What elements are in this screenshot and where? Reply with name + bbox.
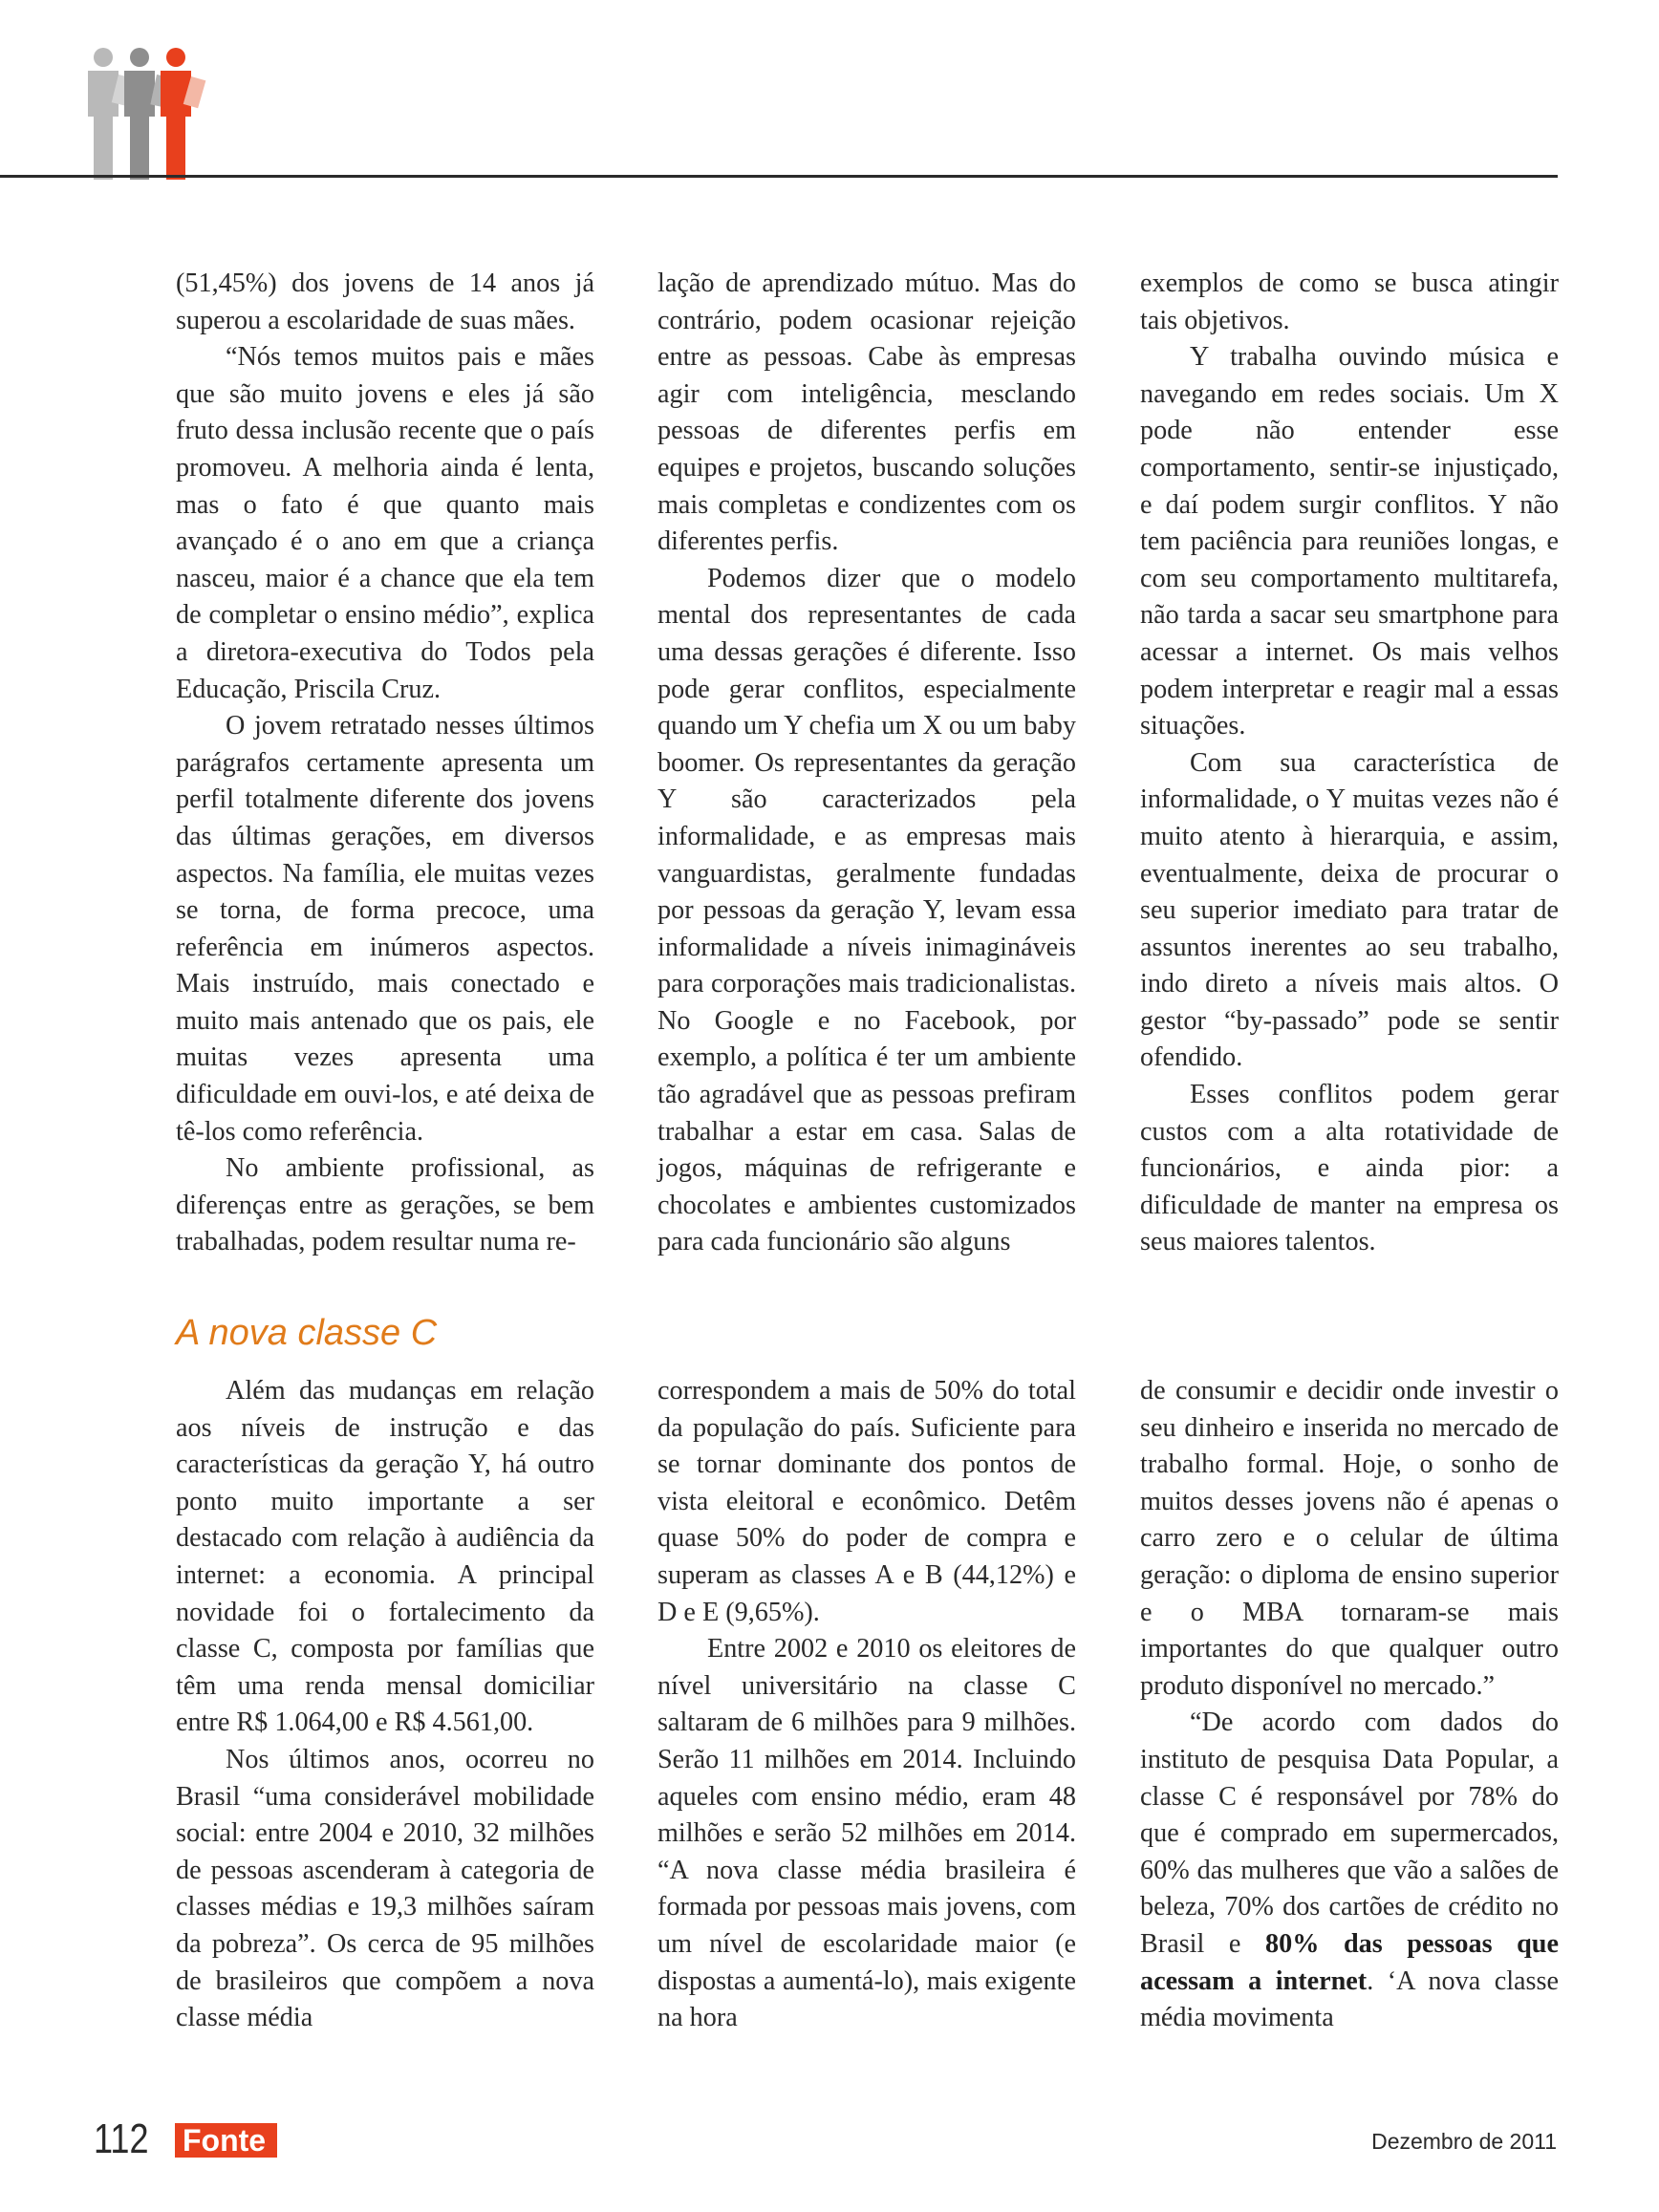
paragraph: lação de aprendizado mútuo. Mas do contrário, podem ocasionar rejeição entre as pessoas. Cabe às empresas agir com inteligência, mesclando pessoas de diferentes perfis em equipes e projetos, buscando soluções mais completas e condizentes com os diferentes perfis. <box>657 268 1076 557</box>
section-column-2 <box>657 1373 1076 2037</box>
section-column-3 <box>1140 1373 1559 2037</box>
article-column-3 <box>1140 266 1559 1261</box>
section-heading: A nova classe C <box>176 1313 438 1353</box>
paragraph: Podemos dizer que o modelo mental dos representantes de cada uma dessas gerações é diferente. Isso pode gerar conflitos, especialmente quando um Y chefia um X ou um baby boomer. Os representantes da geração Y são caracterizados pela informalidade, e as empresas mais vanguardistas, geralmente fundadas por pessoas da geração Y, levam essa informalidade a níveis inimagináveis para corporações mais tradicionalistas. No Google e no Facebook, por exemplo, a política é ter um ambiente tão agradável que as pessoas prefiram trabalhar a estar em casa. Salas de jogos, máquinas de refrigerante e chocolates e ambientes customizados para cada funcionário são alguns <box>657 563 1076 1257</box>
paragraph: Além das mudanças em relação aos níveis de instrução e das características da geração Y, há outro ponto muito importante a ser destacado com relação à audiência da internet: a economia. A principal novidade foi o fortalecimento da classe C, composta por famílias que têm uma renda mensal domiciliar entre R$ 1.064,00 e R$ 4.561,00. <box>176 1376 594 1738</box>
page-number: 112 <box>94 2115 149 2162</box>
paragraph-text: “De acordo com dados do instituto de pesquisa Data Popular, a classe C é responsável por 78% do que é comprado em supermercados, 60% das mulheres que vão a salões de beleza, 70% dos cartões de crédito no Brasil e <box>1140 1707 1559 1959</box>
paragraph: exemplos de como se busca atingir tais objetivos. <box>1140 268 1559 335</box>
paragraph: de consumir e decidir onde investir o seu dinheiro e inserida no mercado de trabalho formal. Hoje, o sonho de muitos desses jovens não é apenas o carro zero e o celular de última geração: o diploma de ensino superior e o MBA tornaram-se mais importantes do que qualquer outro produto disponível no mercado.” <box>1140 1376 1559 1701</box>
paragraph: Esses conflitos podem gerar custos com a alta rotatividade de funcionários, e ainda pior: a dificuldade de manter na empresa os seus maiores talentos. <box>1140 1080 1559 1257</box>
paragraph: (51,45%) dos jovens de 14 anos já superou a escolaridade de suas mães. <box>176 268 594 335</box>
paragraph <box>1140 1705 1559 2036</box>
paragraph-text: . ‘A nova classe média movimenta <box>1140 1965 1559 2033</box>
paragraph: Y trabalha ouvindo música e navegando em redes sociais. Um X pode não entender esse comportamento, sentir-se injustiçado, e daí podem surgir conflitos. Y não tem paciência para reuniões longas, e com seu comportamento multitarefa, não tarda a sacar seu smartphone para acessar a internet. Os mais velhos podem interpretar e reagir mal a essas situações. <box>1140 342 1559 741</box>
paragraph: No ambiente profissional, as diferenças entre as gerações, se bem trabalhadas, podem resultar numa re- <box>176 1153 594 1257</box>
article-column-2 <box>657 266 1076 1261</box>
paragraph: Nos últimos anos, ocorreu no Brasil “uma considerável mobilidade social: entre 2004 e 2010, 32 milhões de pessoas ascenderam à categoria de classes médias e 19,3 milhões saíram da pobreza”. Os cerca de 95 milhões de brasileiros que compõem a nova classe média <box>176 1744 594 2033</box>
people-group-icon <box>76 46 220 180</box>
paragraph: correspondem a mais de 50% do total da população do país. Suficiente para se tornar dominante dos pontos de vista eleitoral e econômico. Detêm quase 50% do poder de compra e superam as classes A e B (44,12%) e D e E (9,65%). <box>657 1376 1076 1627</box>
issue-date: Dezembro de 2011 <box>1371 2129 1557 2154</box>
highlighted-statistic: 80% das pessoas que acessam a internet <box>1140 1928 1559 1996</box>
section-column-1 <box>176 1373 594 2037</box>
magazine-logo: Fonte <box>175 2123 277 2158</box>
article-column-1 <box>176 266 594 1261</box>
paragraph: Entre 2002 e 2010 os eleitores de nível universitário na classe C saltaram de 6 milhões para 9 milhões. Serão 11 milhões em 2014. Incluindo aqueles com ensino médio, eram 48 milhões e serão 52 milhões em 2014. “A nova classe média brasileira é formada por pessoas mais jovens, com um nível de escolaridade maior (e dispostas a aumentá-lo), mais exigente na hora <box>657 1634 1076 2033</box>
paragraph: “Nós temos muitos pais e mães que são muito jovens e eles já são fruto dessa inclusão recente que o país promoveu. A melhoria ainda é lenta, mas o fato é que quanto mais avançado é o ano em que a criança nasceu, maior é a chance que ela tem de completar o ensino médio”, explica a diretora-executiva do Todos pela Educação, Priscila Cruz. <box>176 342 594 704</box>
paragraph: Com sua característica de informalidade, o Y muitas vezes não é muito atento à hierarquia, e assim, eventualmente, deixa de procurar o seu superior imediato para tratar de assuntos inerentes ao seu trabalho, indo direto a níveis mais altos. O gestor “by-passado” pode se sentir ofendido. <box>1140 747 1559 1073</box>
paragraph: O jovem retratado nesses últimos parágrafos certamente apresenta um perfil totalmente diferente dos jovens das últimas gerações, em diversos aspectos. Na família, ele muitas vezes se torna, de forma precoce, uma referência em inúmeros aspectos. Mais instruído, mais conectado e muito mais antenado que os pais, ele muitas vezes apresenta uma dificuldade em ouvi-los, e até deixa de tê-los como referência. <box>176 711 594 1147</box>
header-rule <box>0 175 1558 178</box>
